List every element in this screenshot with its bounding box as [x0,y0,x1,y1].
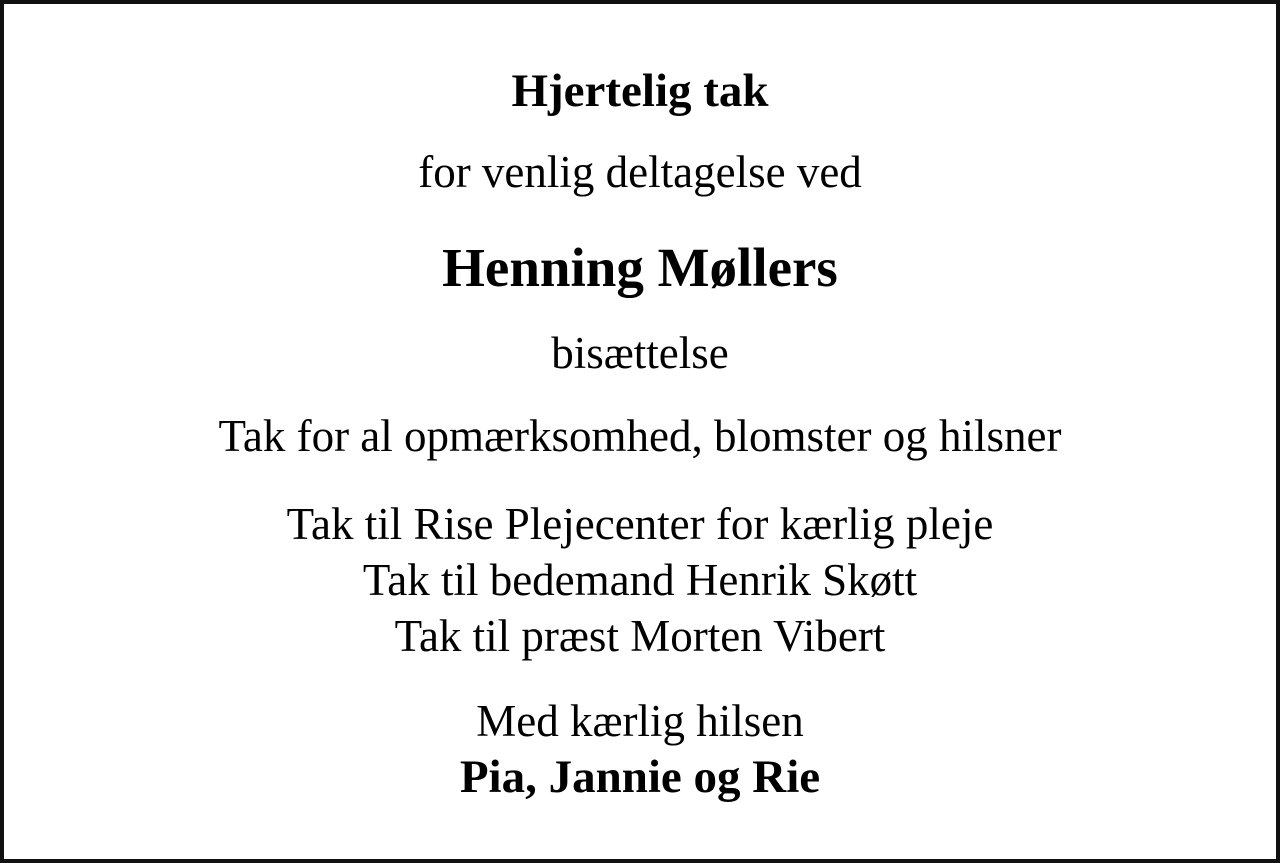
thanks-line-priest: Tak til præst Morten Vibert [394,611,886,661]
notice-intro: for venlig deltagelse ved [418,147,862,197]
notice-heading: Hjertelig tak [511,65,769,117]
closing-greeting: Med kærlig hilsen [476,696,804,746]
ceremony-type: bisættelse [551,328,729,378]
thanks-line-care-center: Tak til Rise Plejecenter for kærlig pleje [286,499,994,549]
thanks-line-undertaker: Tak til bedemand Henrik Skøtt [362,555,918,605]
general-thanks: Tak for al opmærksomhed, blomster og hilsner [218,411,1062,461]
deceased-name: Henning Møllers [442,237,838,298]
signature-names: Pia, Jannie og Rie [459,751,821,803]
